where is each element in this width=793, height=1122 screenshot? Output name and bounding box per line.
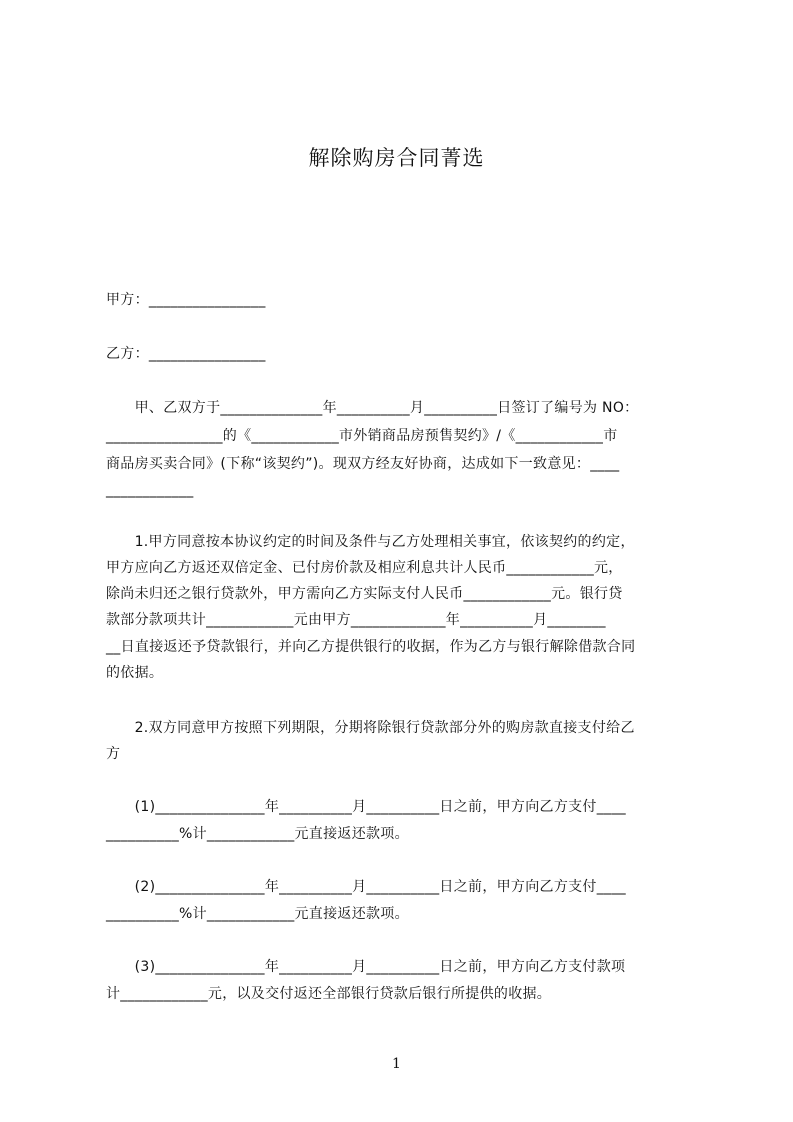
item3-line: 计____________元，以及交付返还全部银行贷款后银行所提供的收据。 <box>106 986 552 1002</box>
intro-line: 商品房买卖合同》(下称“该契约”)。现双方经友好协商，达成如下一致意见：____ <box>106 456 620 472</box>
document-title: 解除购房合同菁选 <box>308 146 485 170</box>
clause1-line: 甲方应向乙方返还双倍定金、已付房价款及相应利息共计人民币____________元， <box>106 560 623 576</box>
clause2-line: 2.双方同意甲方按照下列期限，分期将除银行贷款部分外的购房款直接支付给乙 <box>106 720 635 736</box>
item3-line: (3)_______________年__________月__________日之前，甲方向乙方支付款项 <box>106 959 626 975</box>
item2-line: (2)_______________年__________月__________日之前，甲方向乙方支付____ <box>106 879 626 895</box>
intro-line: ________________的《____________市外销商品房预售契约》/《____________市 <box>106 428 618 444</box>
clause1-line: 款部分款项共计____________元由甲方_____________年__________月________ <box>106 612 606 628</box>
clause1-line: 1.甲方同意按本协议约定的时间及条件与乙方处理相关事宜，依该契约的约定， <box>106 534 635 550</box>
item1-line: __________%计____________元直接返还款项。 <box>106 826 409 842</box>
item1-line: (1)_______________年__________月__________日之前，甲方向乙方支付____ <box>106 799 626 815</box>
page-number: 1 <box>392 1056 401 1072</box>
clause2-line: 方 <box>106 746 121 762</box>
party-a-line: 甲方：________________ <box>106 292 266 308</box>
clause1-line: 除尚未归还之银行贷款外，甲方需向乙方实际支付人民币____________元。银行贷 <box>106 586 623 602</box>
clause1-line: __日直接返还予贷款银行，并向乙方提供银行的收据，作为乙方与银行解除借款合同 <box>106 639 636 655</box>
intro-line: 甲、乙双方于______________年__________月__________日签订了编号为 NO： <box>106 400 639 416</box>
party-b-line: 乙方：________________ <box>106 346 266 362</box>
clause1-line: 的依据。 <box>106 665 164 681</box>
item2-line: __________%计____________元直接返还款项。 <box>106 906 409 922</box>
intro-line: ____________ <box>106 482 194 498</box>
